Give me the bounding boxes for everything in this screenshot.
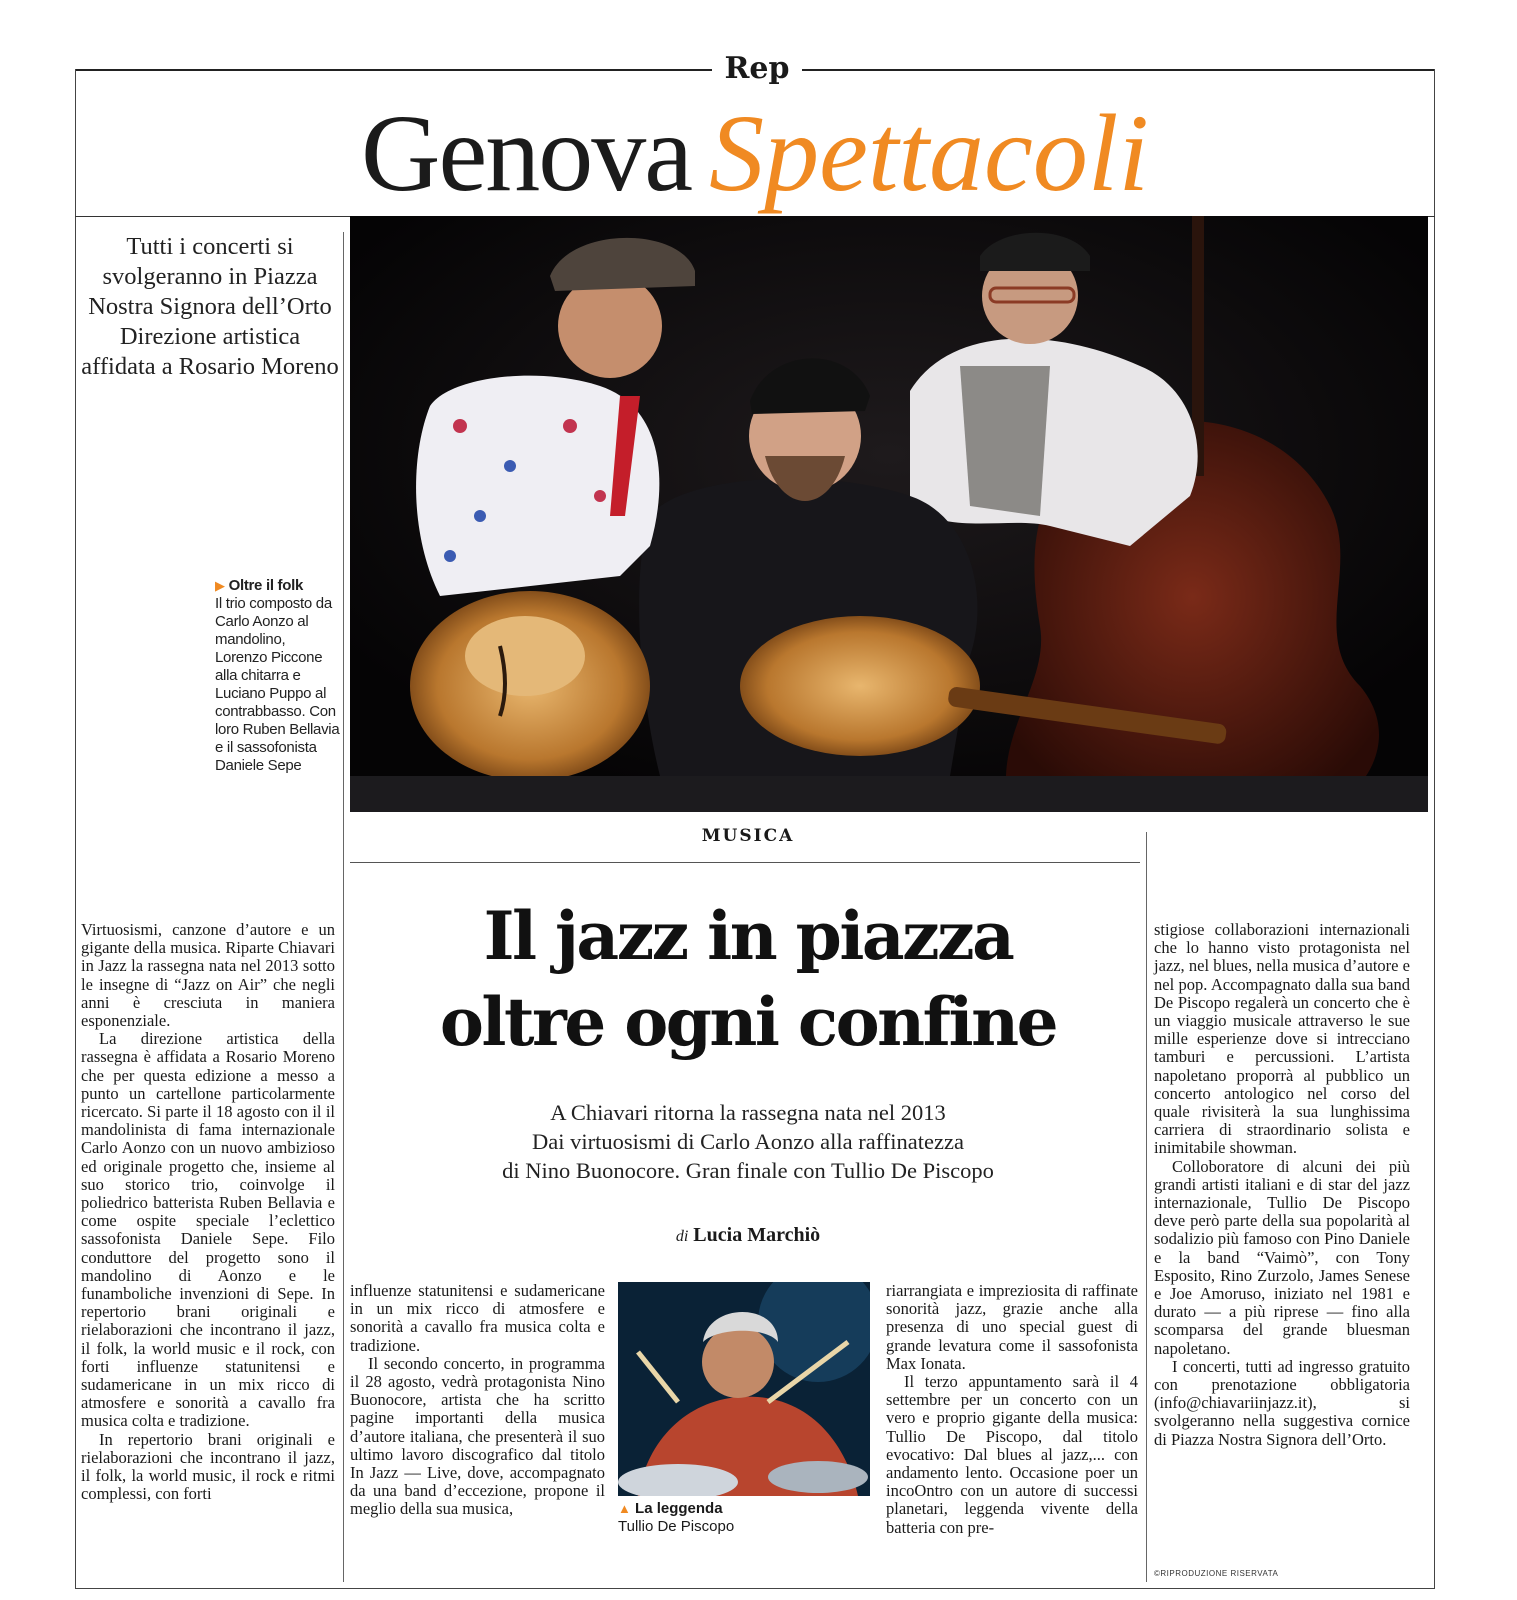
left-rule [75, 69, 76, 1589]
triangle-icon: ▶ [215, 578, 225, 593]
drummer-illustration [618, 1282, 870, 1496]
subhead-line: di Nino Buonocore. Gran finale con Tullio De Piscopo [502, 1158, 994, 1183]
caption-text: Tullio De Piscopo [618, 1518, 735, 1535]
photo-caption [215, 577, 340, 775]
headline-line: Il jazz in piazza [483, 897, 1013, 975]
rep-logo: Rep [712, 54, 802, 84]
paragraph: riarrangiata e impreziosita di raffinate sonorità jazz, grazie anche alla presenza di uno special guest di grande levatura come il sassofonista Max Ionata. [886, 1281, 1138, 1373]
paragraph: In repertorio brani originali e rielaborazioni che incontrano il jazz, il folk, la world music, il rock e ritmi complessi, con forti [81, 1429, 335, 1504]
main-photo [350, 216, 1428, 812]
copyright-notice: ©RIPRODUZIONE RISERVATA [1154, 1569, 1279, 1578]
paragraph: Virtuosismi, canzone d’autore e un gigante della musica. Riparte Chiavari in Jazz la rassegna nata nel 2013 sotto le insegne di “Jazz on Air” che negli anni è cresciuta in maniera esponenziale. [81, 920, 335, 1031]
section-kicker: MUSICA [701, 826, 795, 846]
article-column-4 [1154, 921, 1410, 1449]
drummer-photo [618, 1282, 870, 1496]
paragraph: I concerti, tutti ad ingresso gratuito con prenotazione obbligatoria (info@chiavariinjazz.it), si svolgeranno nella suggestiva cornice di Piazza Nostra Signora dell’Orto. [1154, 1356, 1410, 1449]
byline-prefix: di [675, 1228, 689, 1245]
masthead-section: Spettacoli [709, 92, 1149, 214]
paragraph: Il terzo appuntamento sarà il 4 settembre per un concerto con un vero e proprio gigante della musica: Tullio De Piscopo, dal titolo evocativo: Dal blues al jazz,... con andamento lento. Occasione poer un incoOntro con un autore di successi planetari, leggenda vivente della batteria con pre- [886, 1372, 1138, 1537]
bottom-rule [75, 1588, 1435, 1589]
sidebar-quote: Tutti i concerti si svolgeranno in Piazza Nostra Signora dell’Orto Direzione artistica affidata a Rosario Moreno [81, 233, 339, 380]
article-column-2 [350, 1282, 605, 1519]
subhead-line: A Chiavari ritorna la rassegna nata nel 2013 [550, 1100, 946, 1125]
paragraph: Il secondo concerto, in programma il 28 agosto, vedrà protagonista Nino Buonocore, artista che ha scritto pagine importanti della musica d’autore italiana, che presenterà il suo ultimo lavoro discografico dal titolo In Jazz — Live, dove, accompagnato da una band d’eccezione, propone il meglio della sua musica, [350, 1353, 605, 1519]
right-rule [1434, 69, 1435, 1589]
column-divider [1146, 832, 1147, 1582]
paragraph: La direzione artistica della rassegna è affidata a Rosario Moreno che per questa edizione a messo a punto un cartellone particolarmente ricercato. Si parte il 18 agosto con il il mandolinista di fama internazionale Carlo Aonzo con un nuovo ambizioso ed originale progetto che, insieme al suo storico trio, coinvolge il poliedrico batterista Ruben Bellavia e come ospite speciale l’eclettico sassofonista Daniele Sepe. Filo conduttore del progetto sono il mandolino di Aonzo e le funamboliche invenzioni di Sepe. In repertorio brani originali e rielaborazioni che incontrano il jazz, il folk, la world music e il rock, con forti influenze statunitensi e sudamericane in un mix ricco di atmosfere e sonorità a cavallo fra musica colta e tradizione. [81, 1029, 335, 1431]
paragraph: stigiose collaborazioni internazionali che lo hanno visto protagonista nel jazz, nel blues, nella musica d’autore e nel pop. Accompagnato dalla sua band De Piscopo regalerà un concerto che è un viaggio musicale attraverso le sue mille esperienze dove si intrecciano tamburi e percussioni. L’artista napoletano proporrà al pubblico un concerto antologico nel corso del quale rivisiterà la sua lunghissima carriera di straordinario solista e inimitabile showman. [1154, 920, 1410, 1158]
headline [350, 893, 1146, 1065]
kicker-rule [350, 862, 1140, 863]
byline [350, 1224, 1146, 1247]
caption-text: Il trio composto da Carlo Aonzo al mandolino, Lorenzo Piccone alla chitarra e Luciano Puppo al contrabbasso. Con loro Ruben Bellavia e il sassofonista Daniele Sepe [215, 595, 340, 774]
headline-line: oltre ogni confine [439, 983, 1057, 1061]
subheadline [350, 1098, 1146, 1185]
article-column-3 [886, 1282, 1138, 1537]
column-divider [343, 232, 344, 1582]
paragraph: Colloboratore di alcuni dei più grandi artisti italiani e di star del jazz internazionale, Tullio De Piscopo deve però parte della sua popolarità al sodalizio più famoso con Pino Daniele e la band “Vaimò”, con Tony Esposito, Rino Zurzolo, James Senese e Joe Amoruso, iniziato nel 1981 e durato — a più riprese — fino alla scomparsa del grande bluesman napoletano. [1154, 1156, 1410, 1358]
subhead-line: Dai virtuosismi di Carlo Aonzo alla raffinatezza [532, 1129, 964, 1154]
byline-author: Lucia Marchiò [693, 1224, 821, 1246]
masthead [75, 90, 1435, 217]
masthead-city: Genova [361, 92, 692, 214]
article-column-1 [81, 921, 335, 1504]
thumb-caption [618, 1500, 878, 1536]
paragraph: influenze statunitensi e sudamericane in un mix ricco di atmosfere e sonorità a cavallo fra musica colta e tradizione. [350, 1281, 605, 1355]
caption-title: La leggenda [635, 1500, 723, 1517]
caption-title: Oltre il folk [228, 577, 304, 594]
triangle-up-icon: ▲ [618, 1501, 631, 1516]
trio-illustration [350, 216, 1428, 812]
